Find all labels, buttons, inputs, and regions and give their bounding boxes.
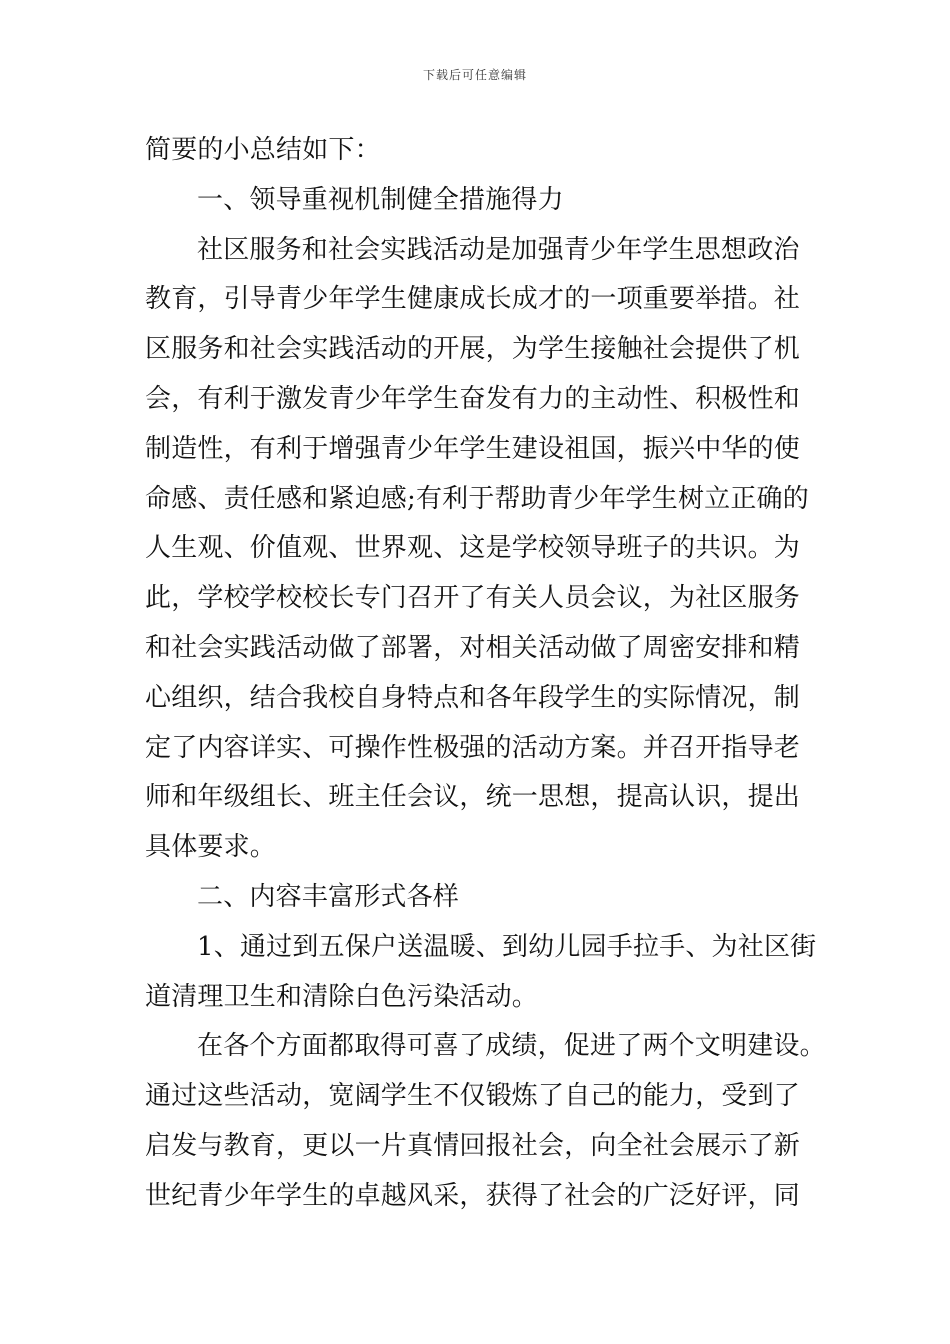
text-line: 1、通过到五保户送温暖、到幼儿园手拉手、为社区街 <box>197 931 817 962</box>
text-line: 世纪青少年学生的卓越风采，获得了社会的广泛好评，同 <box>145 1180 801 1211</box>
text-line: 区服务和社会实践活动的开展，为学生接触社会提供了机 <box>145 334 801 365</box>
text-line: 制造性，有利于增强青少年学生建设祖国，振兴中华的使 <box>145 433 801 464</box>
text-line: 道清理卫生和清除白色污染活动。 <box>145 981 539 1012</box>
text-line: 通过这些活动，宽阔学生不仅锻炼了自己的能力，受到了 <box>145 1081 801 1112</box>
text-line: 社区服务和社会实践活动是加强青少年学生思想政治 <box>197 234 800 265</box>
text-line: 此，学校学校校长专门召开了有关人员会议，为社区服务 <box>145 583 801 614</box>
text-line: 心组织，结合我校自身特点和各年段学生的实际情况，制 <box>145 682 801 713</box>
text-line: 会，有利于激发青少年学生奋发有力的主动性、积极性和 <box>145 383 801 414</box>
section-heading: 一、领导重视机制健全措施得力 <box>197 184 564 215</box>
text-line: 教育，引导青少年学生健康成长成才的一项重要举措。社 <box>145 284 801 315</box>
text-line: 定了内容详实、可操作性极强的活动方案。并召开指导老 <box>145 732 801 763</box>
text-line: 启发与教育，更以一片真情回报社会，向全社会展示了新 <box>145 1130 801 1161</box>
header-note: 下载后可任意编辑 <box>422 68 527 82</box>
text-line: 命感、责任感和紧迫感;有利于帮助青少年学生树立正确的 <box>145 483 809 514</box>
text-line: 简要的小总结如下： <box>145 135 381 165</box>
text-line: 人生观、价值观、世界观、这是学校领导班子的共识。为 <box>145 533 801 564</box>
document-body <box>145 126 826 1222</box>
text-line: 在各个方面都取得可喜了成绩，促进了两个文明建设。 <box>197 1031 826 1062</box>
section-heading: 二、内容丰富形式各样 <box>197 881 460 912</box>
text-line: 师和年级组长、班主任会议，统一思想，提高认识，提出 <box>145 782 801 813</box>
text-line: 具体要求。 <box>145 832 277 863</box>
text-line: 和社会实践活动做了部署，对相关活动做了周密安排和精 <box>145 632 801 663</box>
